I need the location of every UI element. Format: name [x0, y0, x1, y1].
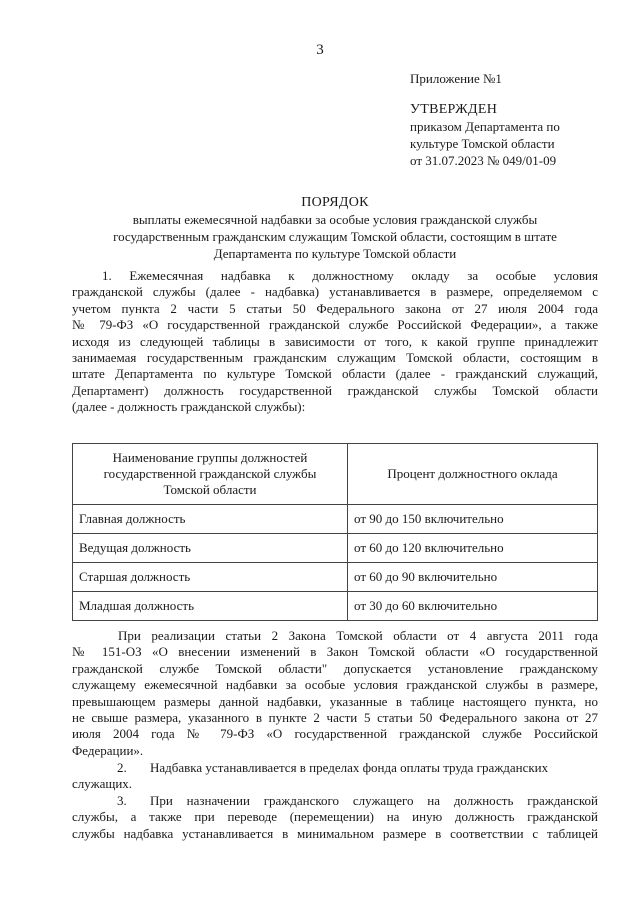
title-heading: ПОРЯДОК: [301, 195, 369, 210]
text-line: (далее - должность гражданской службы):: [72, 399, 306, 415]
table-row: [73, 592, 598, 621]
approval-line: культуре Томской области: [410, 136, 555, 151]
paragraph-2: [72, 628, 598, 759]
text-line: занимаемая государственным гражданским служащим Томской области, состоящим в: [72, 350, 598, 366]
text-line: Департамент) должность государственной гражданской службы Томской области: [72, 382, 598, 398]
group-cell: Главная должность: [73, 505, 348, 534]
title-line: выплаты ежемесячной надбавки за особые условия гражданской службы: [132, 212, 538, 227]
text-line: При реализации статьи 2 Закона Томской области от 4 августа 2011 года: [118, 628, 598, 643]
title-line: Департамента по культуре Томской области: [213, 246, 457, 261]
title-line: государственным гражданским служащим Томской области, состоящим в штате: [113, 229, 557, 244]
group-cell: Младшая должность: [73, 592, 348, 621]
text-line: гражданской службе Томской области" допускается установление гражданскому: [72, 660, 598, 676]
text-line: [72, 760, 598, 776]
text-line: штате Департамента по культуре Томской области (далее - гражданский служащий,: [72, 366, 598, 382]
percent-cell: от 90 до 150 включительно: [348, 505, 598, 534]
item-number: 2.: [117, 760, 127, 775]
text-line: [72, 793, 598, 809]
text-line: гражданской службы (далее - надбавка) устанавливается в размере, определяемом с: [72, 284, 598, 300]
text-line: исходя из следующей таблицы в зависимости от того, к какой группе принадлежит: [72, 333, 598, 349]
percent-cell: от 60 до 120 включительно: [348, 534, 598, 563]
document-title: [70, 194, 600, 262]
approval-block: [410, 70, 560, 169]
header-text: государственной гражданской службы: [103, 466, 317, 481]
percent-cell: от 60 до 90 включительно: [348, 563, 598, 592]
appendix-label: Приложение №1: [410, 71, 502, 86]
text-line: учетом пункта 2 части 5 статьи 50 Федерального закона от 27 июля 2004 года: [72, 300, 598, 316]
allowance-table: [72, 443, 598, 621]
paragraph-1: [72, 268, 598, 416]
text-line: № 79-ФЗ «О государственной гражданской службе Российской Федерации», а также: [72, 317, 598, 333]
approval-line: приказом Департамента по: [410, 119, 560, 134]
header-text: Наименование группы должностей: [112, 450, 308, 465]
page-number: 3: [316, 42, 324, 58]
text-line: служащему ежемесячной надбавки за особые условия гражданской службы в размере,: [72, 677, 598, 693]
approval-line: от 31.07.2023 № 049/01-09: [410, 153, 557, 168]
text-line: превышающем размеры данной надбавки, указанные в таблице настоящего пункта, но: [72, 693, 598, 709]
text-fragment: Надбавка устанавливается в пределах фонда оплаты труда гражданских: [150, 760, 549, 775]
header-group-cell: [73, 444, 348, 505]
text-line: июля 2004 года № 79-ФЗ «О государственной гражданской службе Российской: [72, 726, 598, 742]
text-line: службы, а также при переводе (перемещении) на иную должность гражданской: [72, 809, 598, 825]
text-line: службы надбавка устанавливается в минимальном размере в соответствии с таблицей: [72, 825, 598, 841]
table-row: [73, 563, 598, 592]
table-header: [73, 444, 598, 505]
table-row: [73, 505, 598, 534]
group-cell: Ведущая должность: [73, 534, 348, 563]
percent-cell: от 30 до 60 включительно: [348, 592, 598, 621]
text-line: № 151-ОЗ «О внесении изменений в Закон Томской области «О государственной: [72, 644, 598, 660]
group-cell: Старшая должность: [73, 563, 348, 592]
approved-label: УТВЕРЖДЕН: [410, 102, 498, 117]
paragraph-4: [72, 793, 598, 842]
header-text: Томской области: [163, 482, 257, 497]
text-line: служащих.: [72, 776, 133, 792]
paragraph-3: [72, 760, 598, 793]
header-percent-cell: Процент должностного оклада: [348, 444, 598, 505]
text-line: не свыше размера, указанного в пункте 2 части 5 статьи 50 Федерального закона от 27: [72, 710, 598, 726]
table-row: [73, 534, 598, 563]
text-line: 1. Ежемесячная надбавка к должностному окладу за особые условия: [102, 268, 598, 283]
text-fragment: При назначении гражданского служащего на должность гражданской: [150, 793, 598, 808]
text-line: Федерации».: [72, 742, 144, 758]
item-number: 3.: [117, 793, 127, 808]
